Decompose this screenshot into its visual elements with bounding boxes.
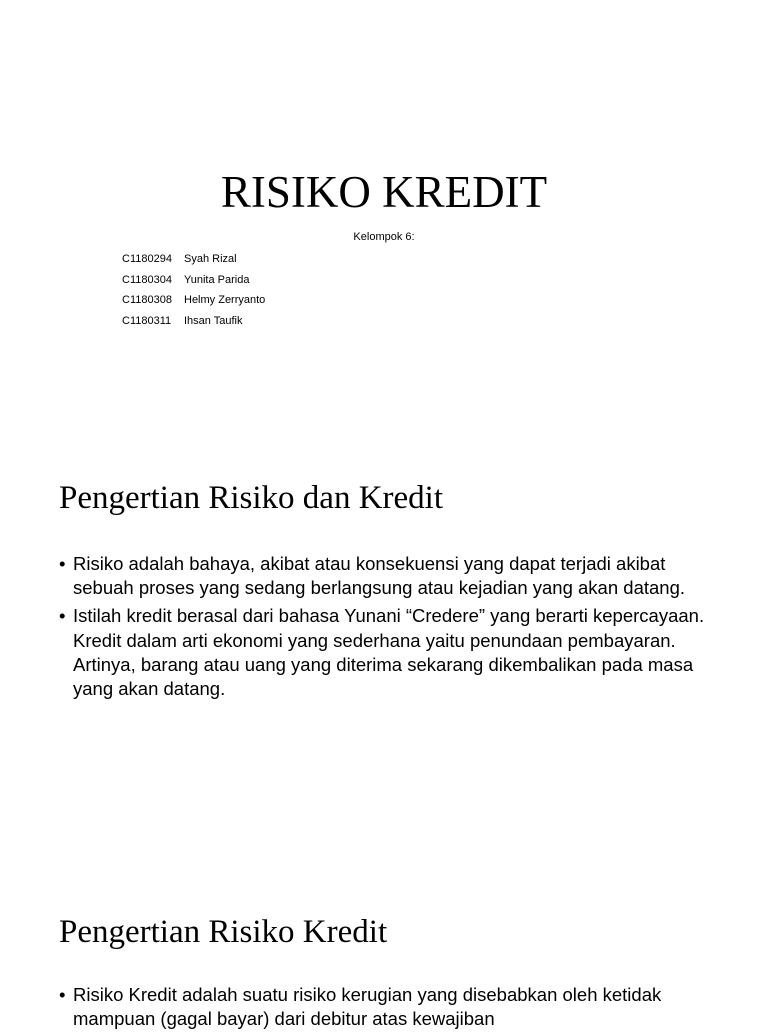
member-nim: C1180304: [122, 273, 172, 286]
bullet-item: • Istilah kredit berasal dari bahasa Yunani “Credere” yang berarti kepercayaan. Kredit dalam arti ekonomi yang sederhana yaitu penundaan pembayaran. Artinya, barang atau uang yang diterima sekarang dikembalikan pada masa yang akan datang.: [59, 604, 709, 701]
group-label: Kelompok 6:: [353, 231, 415, 243]
bullet-item: • Risiko Kredit adalah suatu risiko kerugian yang disebabkan oleh ketidak mampuan (gagal bayar) dari debitur atas kewajiban: [59, 983, 709, 1031]
member-item: [122, 249, 265, 270]
slide-heading: Pengertian Risiko Kredit: [59, 914, 388, 950]
member-name: Ihsan Taufik: [184, 315, 243, 328]
slide-definition-risk-credit: [0, 434, 768, 868]
member-name: Syah Rizal: [184, 253, 237, 265]
slide-title: [0, 0, 768, 434]
bullet-list: [59, 552, 709, 705]
slide-definition-credit-risk: [0, 868, 768, 1030]
member-name: Helmy Zerryanto: [184, 294, 266, 307]
bullet-item: • Risiko adalah bahaya, akibat atau konsekuensi yang dapat terjadi akibat sebuah proses yang sedang berlangsung atau kejadian yang akan datang.: [59, 552, 709, 600]
member-item: [122, 311, 265, 332]
member-item: [122, 290, 265, 311]
member-list: [122, 249, 265, 332]
presentation-title: RISIKO KREDIT: [220, 167, 548, 217]
bullet-list: [59, 983, 709, 1035]
member-nim: C1180308: [122, 294, 172, 307]
member-name: Yunita Parida: [184, 273, 250, 286]
member-nim: C1180294: [122, 253, 172, 265]
member-item: [122, 270, 265, 291]
slide-heading: Pengertian Risiko dan Kredit: [59, 480, 444, 516]
member-nim: C1180311: [122, 315, 172, 328]
